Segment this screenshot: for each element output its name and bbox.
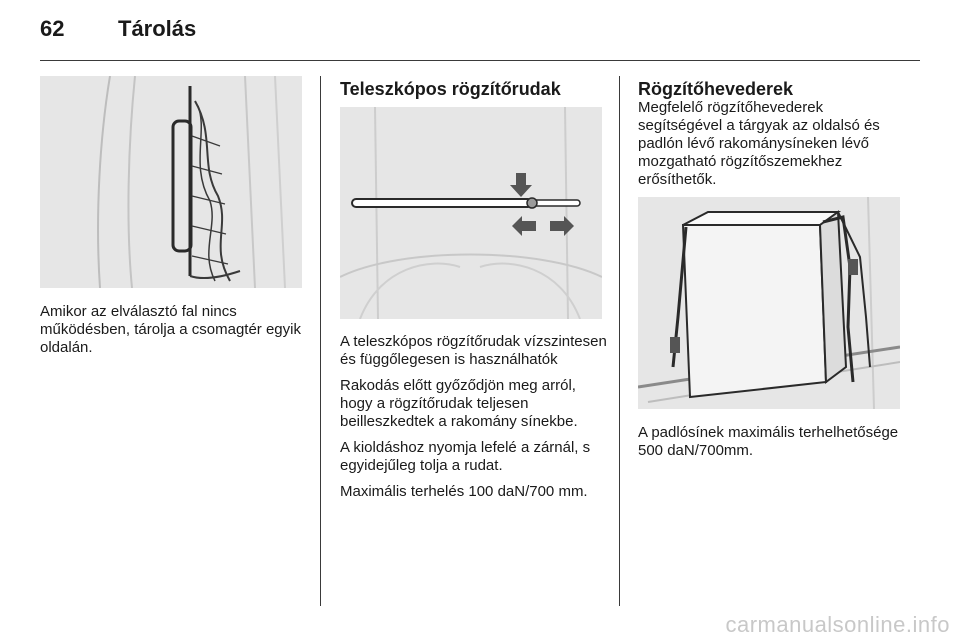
telescopic-bar-illustration-icon: [340, 107, 602, 319]
page-title: Tárolás: [118, 16, 197, 41]
page-number: 62: [40, 16, 65, 41]
col2-paragraph-1: A teleszkópos rögzítőrudak vízszintesen és függőlegesen is használhatók: [340, 333, 607, 368]
section-heading-telescopic-bars: Teleszkópos rögzítőrudak: [340, 79, 561, 99]
section-heading-straps: Rögzítőhevederek: [638, 79, 794, 99]
col3-intro: Megfelelő rögzítőhevederek segítségével a tárgyak az oldalsó és padlón lévő rakománysíneken lévő mozgatható rögzítőszemekhez erősíthetők.: [638, 99, 880, 188]
col3-caption: A padlósínek maximális terhelhetősége 500 daN/700mm.: [638, 424, 899, 459]
column-divider-2: [619, 76, 620, 606]
col2-body: [340, 333, 610, 509]
header-divider: [40, 60, 920, 61]
col1-caption: Amikor az elválasztó fal nincs működésben, tárolja a csomagtér egyik oldalán.: [40, 303, 301, 356]
watermark: carmanualsonline.info: [725, 612, 950, 637]
page-header: [40, 16, 920, 46]
cargo-straps-box-illustration-icon: [638, 197, 900, 409]
col2-paragraph-4: Maximális terhelés 100 daN/700 mm.: [340, 483, 588, 500]
cargo-net-partition-illustration-icon: [40, 76, 302, 288]
col2-paragraph-2: Rakodás előtt győződjön meg arról, hogy a rögzítőrudak teljesen beilleszkedtek a rakomány sínekbe.: [340, 377, 578, 430]
col2-paragraph-3: A kioldáshoz nyomja lefelé a zárnál, s egyidejűleg tolja a rudat.: [340, 439, 591, 474]
column-divider-1: [320, 76, 321, 606]
